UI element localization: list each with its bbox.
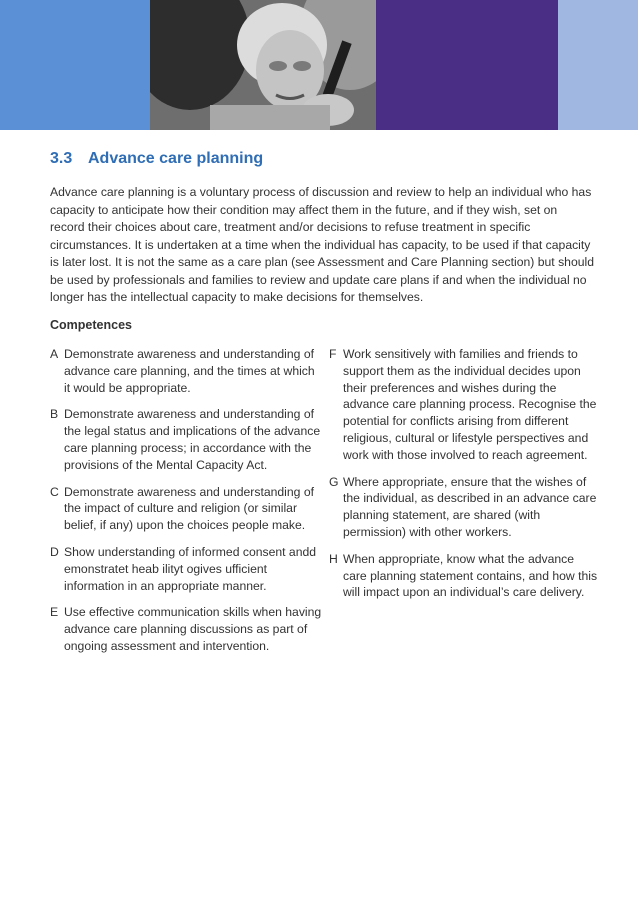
competence-item-a bbox=[50, 346, 322, 396]
competences-right-column bbox=[329, 346, 601, 611]
competence-letter: H bbox=[329, 551, 338, 566]
competence-item-f bbox=[329, 346, 601, 464]
competence-item-c bbox=[50, 484, 322, 534]
competence-letter: E bbox=[50, 605, 59, 620]
competence-item-b bbox=[50, 406, 322, 473]
competence-text: Use effective communication skills when having advance care planning discussions as part of ongoing assessment and intervention. bbox=[64, 605, 322, 653]
competence-text: Demonstrate awareness and understanding of the impact of culture and religion (or similar belief, if any) upon the choices people make. bbox=[64, 484, 314, 533]
competence-text: Demonstrate awareness and understanding of advance care planning, and the times at which it would be appropriate. bbox=[64, 347, 315, 395]
competence-text: When appropriate, know what the advance care planning statement contains, and how this will impact upon an individual’s care delivery. bbox=[343, 551, 598, 600]
competence-text: Demonstrate awareness and understanding of the legal status and implications of the advance care planning process; in accordance with the provisions of the Mental Capacity Act. bbox=[64, 407, 321, 472]
section-intro: Advance care planning is a voluntary process of discussion and review to help an individual who has capacity to anticipate how their condition may affect them in the future, and if they wish, set on record their choices about care, treatment and/or decisions to refuse treatment in specific circumstances. It is undertaken at a time when the individual has capacity, to be used if that capacity is later lost. It is not the same as a care plan (see Assessment and Care Planning section) but should be used by professionals and families to review and update care plans if and when the individual no longer has the intellectual capacity to make decisions for themselves. bbox=[50, 185, 594, 304]
banner-blue-panel bbox=[0, 0, 150, 130]
competence-item-d bbox=[50, 544, 322, 594]
banner-purple-panel bbox=[376, 0, 558, 130]
competence-letter: D bbox=[50, 544, 59, 559]
header-banner bbox=[0, 0, 638, 130]
photo-elderly-woman-icon bbox=[150, 0, 376, 130]
competence-letter: B bbox=[50, 407, 59, 422]
competence-item-e bbox=[50, 604, 322, 654]
banner-photo bbox=[150, 0, 376, 130]
section-number: 3.3 bbox=[50, 150, 73, 167]
competence-text: Where appropriate, ensure that the wishes of the individual, as described in an advance care planning statement, are shared (with permission) with other workers. bbox=[343, 474, 597, 539]
competence-letter: F bbox=[329, 347, 337, 361]
competence-item-h bbox=[329, 551, 601, 601]
section-heading bbox=[50, 150, 263, 168]
competence-text: Show understanding of informed consent andd emonstratet heab ilityt ogives ufficient information in an appropriate manner. bbox=[64, 544, 317, 593]
banner-light-blue-panel bbox=[558, 0, 638, 130]
competences-left-column bbox=[50, 346, 322, 665]
competence-letter: G bbox=[329, 474, 339, 489]
competences-title: Competences bbox=[50, 318, 132, 332]
competence-letter: C bbox=[50, 484, 59, 499]
competence-text: Work sensitively with families and friends to support them as the individual decides upon their preferences and wishes during the advance care planning process. Recognise the potential for conflicts arising from different religious, cultural or lifestyle perspectives and work with those involved to reach agreement. bbox=[343, 347, 597, 462]
competence-letter: A bbox=[50, 347, 59, 361]
section-title: Advance care planning bbox=[88, 150, 264, 167]
competence-item-g bbox=[329, 474, 601, 541]
